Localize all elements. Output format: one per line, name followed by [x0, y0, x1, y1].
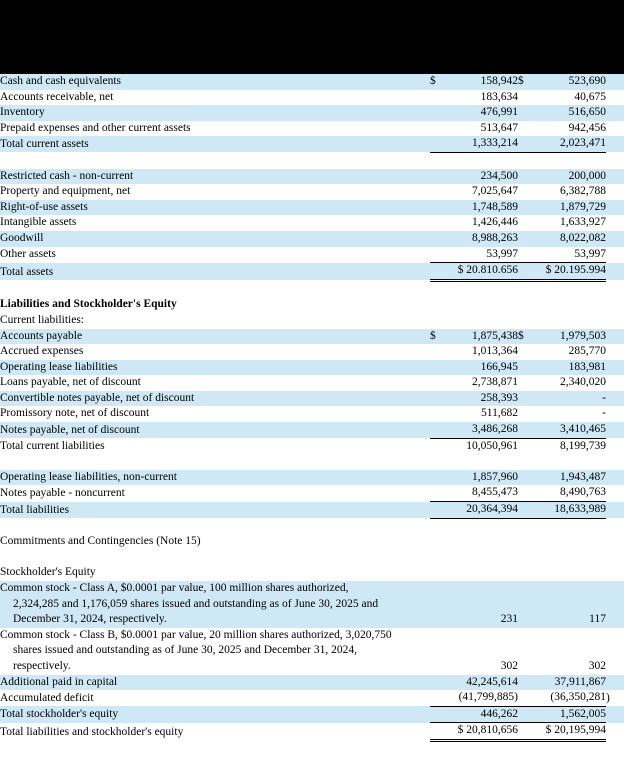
currency-symbol-col2 — [518, 247, 532, 263]
value-col2: 1,979,503 — [532, 329, 606, 345]
row-label: Goodwill — [0, 231, 430, 247]
currency-symbol-col2 — [518, 406, 532, 422]
row-label: Cash and cash equivalents — [0, 74, 430, 90]
value-col1: 1,748,589 — [444, 200, 518, 216]
value-col2: $ 20,195,994 — [532, 723, 606, 741]
currency-symbol-col1 — [430, 136, 444, 152]
currency-symbol-col1 — [430, 344, 444, 360]
currency-symbol-col2 — [518, 231, 532, 247]
row-label: Other assets — [0, 248, 56, 261]
currency-symbol-col2 — [518, 184, 532, 200]
currency-symbol-col2 — [518, 105, 532, 121]
table-row — [0, 502, 624, 519]
value-col2: 1,562,005 — [532, 706, 606, 723]
value-col2: (36,350,281 — [532, 690, 606, 706]
value-col2: 523,690 — [532, 74, 606, 90]
row-label: Accounts payable — [0, 329, 430, 345]
value-col1: 3,486,268 — [444, 422, 518, 438]
balance-sheet-table — [0, 74, 624, 742]
row-label: Right-of-use assets — [0, 200, 430, 216]
value-col1: 53,997 — [444, 247, 518, 263]
value-col2-suffix — [606, 565, 624, 581]
value-col2-suffix — [606, 581, 624, 628]
value-col2-suffix — [606, 184, 624, 200]
row-spacer — [0, 152, 624, 168]
row-label: Property and equipment, net — [0, 185, 131, 198]
value-col2-suffix — [606, 231, 624, 247]
row-label: Accumulated deficit — [0, 691, 94, 704]
currency-symbol-col1 — [430, 121, 444, 137]
currency-symbol-col2 — [518, 534, 532, 550]
currency-symbol-col2 — [518, 169, 532, 185]
value-col1: $ 20.810.656 — [444, 263, 518, 281]
row-spacer — [0, 454, 624, 470]
value-col1: 7,025,647 — [472, 185, 518, 198]
value-col2-suffix — [606, 263, 624, 281]
value-col2: 3,410,465 — [532, 422, 606, 438]
value-col2-suffix: ) — [606, 691, 610, 704]
currency-symbol-col2 — [518, 690, 532, 706]
value-col1: 1,426,446 — [472, 216, 518, 229]
currency-symbol-col2 — [518, 375, 532, 391]
value-col2: 942,456 — [568, 121, 606, 134]
value-col2-suffix — [606, 313, 624, 329]
currency-symbol-col2: $ — [518, 329, 532, 345]
value-col1 — [444, 313, 518, 329]
value-col1: 258,393 — [444, 391, 518, 407]
row-label: Stockholder's Equity — [0, 566, 96, 579]
currency-symbol-col1 — [430, 297, 444, 313]
table-row — [0, 565, 624, 581]
value-col2: 302 — [588, 659, 606, 672]
table-row — [0, 470, 624, 486]
table-row — [0, 581, 624, 628]
currency-symbol-col2 — [518, 422, 532, 438]
value-col2-suffix — [606, 470, 624, 486]
value-col2: 53,997 — [532, 247, 606, 263]
currency-symbol-col2 — [518, 360, 532, 376]
table-row — [0, 215, 624, 231]
value-col2-suffix — [606, 74, 624, 90]
table-row — [0, 706, 624, 723]
value-col2-suffix — [606, 438, 624, 454]
table-row — [0, 231, 624, 247]
value-col1: 511,682 — [481, 407, 518, 420]
table-row — [0, 136, 624, 152]
value-col1: 42,245,614 — [444, 675, 518, 691]
row-label — [0, 581, 430, 628]
value-col2-suffix — [606, 215, 624, 231]
value-col1: 1,333,214 — [444, 136, 518, 152]
row-label-line: 2,324,285 and 1,176,059 shares issued and outstanding as of June 30, 2025 and — [13, 597, 379, 610]
value-col2-suffix — [606, 344, 624, 360]
row-label: Total stockholder's equity — [0, 706, 430, 723]
value-col1: 8,455,473 — [444, 485, 518, 501]
row-label: Loans payable, net of discount — [0, 376, 141, 389]
row-label: Commitments and Contingencies (Note 15) — [0, 535, 201, 548]
row-label: Intangible assets — [0, 216, 77, 229]
value-col1: 513,647 — [480, 121, 518, 134]
value-col2-suffix — [606, 502, 624, 519]
row-spacer — [0, 280, 624, 297]
currency-symbol-col2 — [518, 706, 532, 723]
value-col1 — [444, 565, 518, 581]
currency-symbol-col1 — [430, 231, 444, 247]
table-row — [0, 121, 624, 137]
value-col2: 2,340,020 — [560, 376, 606, 389]
currency-symbol-col2 — [518, 470, 532, 486]
row-label: Convertible notes payable, net of discount — [0, 391, 430, 407]
currency-symbol-col2 — [518, 675, 532, 691]
value-col2-suffix — [606, 360, 624, 376]
currency-symbol-col2 — [518, 313, 532, 329]
value-col2: 6,382,788 — [560, 185, 606, 198]
row-label: Liabilities and Stockholder's Equity — [0, 298, 177, 311]
row-label: Total liabilities — [0, 502, 430, 519]
currency-symbol-col1 — [430, 406, 444, 422]
value-col2: 183,981 — [532, 360, 606, 376]
value-col2 — [532, 313, 606, 329]
value-col2: 1,943,487 — [532, 470, 606, 486]
value-col2-suffix — [606, 485, 624, 501]
table-row — [0, 534, 624, 550]
row-label-line: Common stock - Class A, $0.0001 par value, 100 million shares authorized, — [0, 582, 349, 594]
currency-symbol-col1 — [430, 706, 444, 723]
value-col2: 117 — [532, 581, 606, 628]
value-col2-suffix — [606, 723, 624, 741]
table-row — [0, 297, 624, 313]
currency-symbol-col1 — [430, 581, 444, 628]
table-row — [0, 344, 624, 360]
table-row — [0, 247, 624, 263]
value-col1: 183,634 — [480, 90, 518, 103]
table-row — [0, 313, 624, 329]
value-col1: 10,050,961 — [466, 439, 518, 452]
row-label: Inventory — [0, 105, 430, 121]
value-col2-suffix — [606, 105, 624, 121]
value-col2-suffix — [606, 406, 624, 422]
row-spacer — [0, 550, 624, 566]
row-label: Promissory note, net of discount — [0, 407, 150, 420]
currency-symbol-col2 — [518, 121, 532, 137]
row-label: Total assets — [0, 263, 430, 281]
table-row — [0, 438, 624, 454]
value-col2: - — [532, 391, 606, 407]
value-col2: - — [602, 407, 606, 420]
value-col1 — [444, 534, 518, 550]
value-col1: 1,875,438 — [444, 329, 518, 345]
currency-symbol-col2 — [518, 438, 532, 454]
row-label: Notes payable - noncurrent — [0, 486, 125, 499]
value-col2: 1,633,927 — [560, 216, 606, 229]
currency-symbol-col2 — [518, 136, 532, 152]
currency-symbol-col2 — [518, 581, 532, 628]
currency-symbol-col1 — [430, 247, 444, 263]
currency-symbol-col1 — [430, 723, 444, 741]
currency-symbol-col2 — [518, 200, 532, 216]
row-label: Prepaid expenses and other current assets — [0, 121, 191, 134]
table-row — [0, 628, 624, 675]
table-row — [0, 105, 624, 121]
row-label: Current liabilities: — [0, 313, 84, 326]
value-col2 — [532, 534, 606, 550]
value-col2: $ 20.195.994 — [532, 263, 606, 281]
value-col2-suffix — [606, 422, 624, 438]
currency-symbol-col1 — [430, 169, 444, 185]
currency-symbol-col2: $ — [518, 74, 532, 90]
value-col2: 200,000 — [532, 169, 606, 185]
table-row — [0, 422, 624, 438]
value-col2-suffix — [606, 534, 624, 550]
row-label-line: shares issued and outstanding as of June 30, 2025 and December 31, 2024, — [13, 644, 357, 657]
row-spacer — [0, 518, 624, 534]
value-col1: 166,945 — [444, 360, 518, 376]
value-col1: (41,799,885) — [444, 690, 518, 706]
currency-symbol-col2 — [518, 502, 532, 519]
value-col1: 2,738,871 — [472, 376, 518, 389]
currency-symbol-col1 — [430, 184, 444, 200]
value-col2-suffix — [606, 297, 624, 313]
currency-symbol-col2 — [518, 297, 532, 313]
currency-symbol-col1 — [430, 675, 444, 691]
value-col2: 8,022,082 — [532, 231, 606, 247]
value-col1: 231 — [444, 581, 518, 628]
value-col2 — [532, 297, 606, 313]
value-col2: 37,911,867 — [532, 675, 606, 691]
currency-symbol-col1 — [430, 391, 444, 407]
table-row — [0, 90, 624, 106]
table-row — [0, 169, 624, 185]
value-col1: 20,364,394 — [444, 502, 518, 519]
currency-symbol-col1 — [430, 200, 444, 216]
row-label: Restricted cash - non-current — [0, 169, 430, 185]
value-col2: 1,879,729 — [532, 200, 606, 216]
currency-symbol-col2 — [518, 723, 532, 741]
currency-symbol-col1 — [430, 375, 444, 391]
currency-symbol-col1 — [430, 502, 444, 519]
table-row — [0, 263, 624, 281]
row-label: Operating lease liabilities — [0, 360, 430, 376]
value-col1: 476,991 — [444, 105, 518, 121]
table-row — [0, 200, 624, 216]
currency-symbol-col1 — [430, 470, 444, 486]
currency-symbol-col2 — [518, 90, 532, 106]
value-col2-suffix — [606, 706, 624, 723]
currency-symbol-col1 — [430, 215, 444, 231]
currency-symbol-col2 — [518, 565, 532, 581]
value-col2: 285,770 — [568, 345, 606, 358]
currency-symbol-col1 — [430, 263, 444, 281]
row-label: Total current assets — [0, 136, 430, 152]
currency-symbol-col1 — [430, 313, 444, 329]
value-col1: 446,262 — [444, 706, 518, 723]
table-row — [0, 675, 624, 691]
value-col2-suffix — [606, 375, 624, 391]
value-col1: 8,988,263 — [444, 231, 518, 247]
value-col2: 516,650 — [532, 105, 606, 121]
top-black-bar — [0, 0, 624, 74]
table-row — [0, 690, 624, 706]
value-col2-suffix — [606, 200, 624, 216]
currency-symbol-col2 — [518, 215, 532, 231]
currency-symbol-col1 — [430, 565, 444, 581]
row-label: Additional paid in capital — [0, 675, 430, 691]
currency-symbol-col1 — [430, 438, 444, 454]
value-col2: 40,675 — [574, 90, 606, 103]
row-label: Total current liabilities — [0, 439, 105, 452]
value-col2-suffix — [606, 247, 624, 263]
value-col2-suffix — [606, 169, 624, 185]
row-label: Accounts receivable, net — [0, 90, 114, 103]
value-col1: 302 — [500, 659, 518, 672]
value-col1: 158,942 — [444, 74, 518, 90]
value-col2-suffix — [606, 628, 624, 675]
value-col2-suffix — [606, 391, 624, 407]
table-row — [0, 375, 624, 391]
table-row — [0, 391, 624, 407]
table-row — [0, 406, 624, 422]
value-col2-suffix — [606, 675, 624, 691]
value-col2-suffix — [606, 90, 624, 106]
currency-symbol-col1 — [430, 422, 444, 438]
value-col2-suffix — [606, 121, 624, 137]
value-col2-suffix — [606, 136, 624, 152]
table-row — [0, 723, 624, 741]
table-row — [0, 329, 624, 345]
currency-symbol-col1: $ — [430, 329, 444, 345]
value-col2-suffix — [606, 329, 624, 345]
value-col1: $ 20,810,656 — [444, 723, 518, 741]
value-col2 — [532, 565, 606, 581]
currency-symbol-col2 — [518, 391, 532, 407]
currency-symbol-col2 — [518, 485, 532, 501]
value-col1: 234,500 — [444, 169, 518, 185]
currency-symbol-col1 — [430, 485, 444, 501]
row-label: Notes payable, net of discount — [0, 422, 430, 438]
currency-symbol-col1 — [430, 690, 444, 706]
currency-symbol-col1 — [430, 105, 444, 121]
currency-symbol-col2 — [518, 344, 532, 360]
currency-symbol-col2 — [518, 263, 532, 281]
currency-symbol-col1 — [430, 360, 444, 376]
table-row — [0, 184, 624, 200]
value-col2: 18,633,989 — [532, 502, 606, 519]
row-label-line: December 31, 2024, respectively. — [13, 613, 167, 626]
currency-symbol-col1 — [430, 90, 444, 106]
value-col2: 8,199,739 — [560, 439, 606, 452]
currency-symbol-col2 — [518, 628, 532, 675]
row-label: Total liabilities and stockholder's equity — [0, 725, 184, 738]
table-row — [0, 360, 624, 376]
currency-symbol-col1 — [430, 628, 444, 675]
balance-sheet-body — [0, 74, 624, 740]
value-col2: 2,023,471 — [532, 136, 606, 152]
row-label: Accrued expenses — [0, 345, 84, 358]
value-col1: 1,857,960 — [444, 470, 518, 486]
table-row — [0, 74, 624, 90]
row-label-line: Common stock - Class B, $0.0001 par value, 20 million shares authorized, 3,020,750 — [0, 628, 392, 641]
currency-symbol-col1: $ — [430, 74, 444, 90]
currency-symbol-col1 — [430, 534, 444, 550]
table-row — [0, 485, 624, 501]
row-label: Operating lease liabilities, non-current — [0, 470, 430, 486]
value-col1: 1,013,364 — [472, 345, 518, 358]
value-col1 — [444, 297, 518, 313]
value-col2: 8,490,763 — [532, 485, 606, 501]
row-label — [0, 628, 430, 675]
row-label-line: respectively. — [13, 659, 71, 672]
